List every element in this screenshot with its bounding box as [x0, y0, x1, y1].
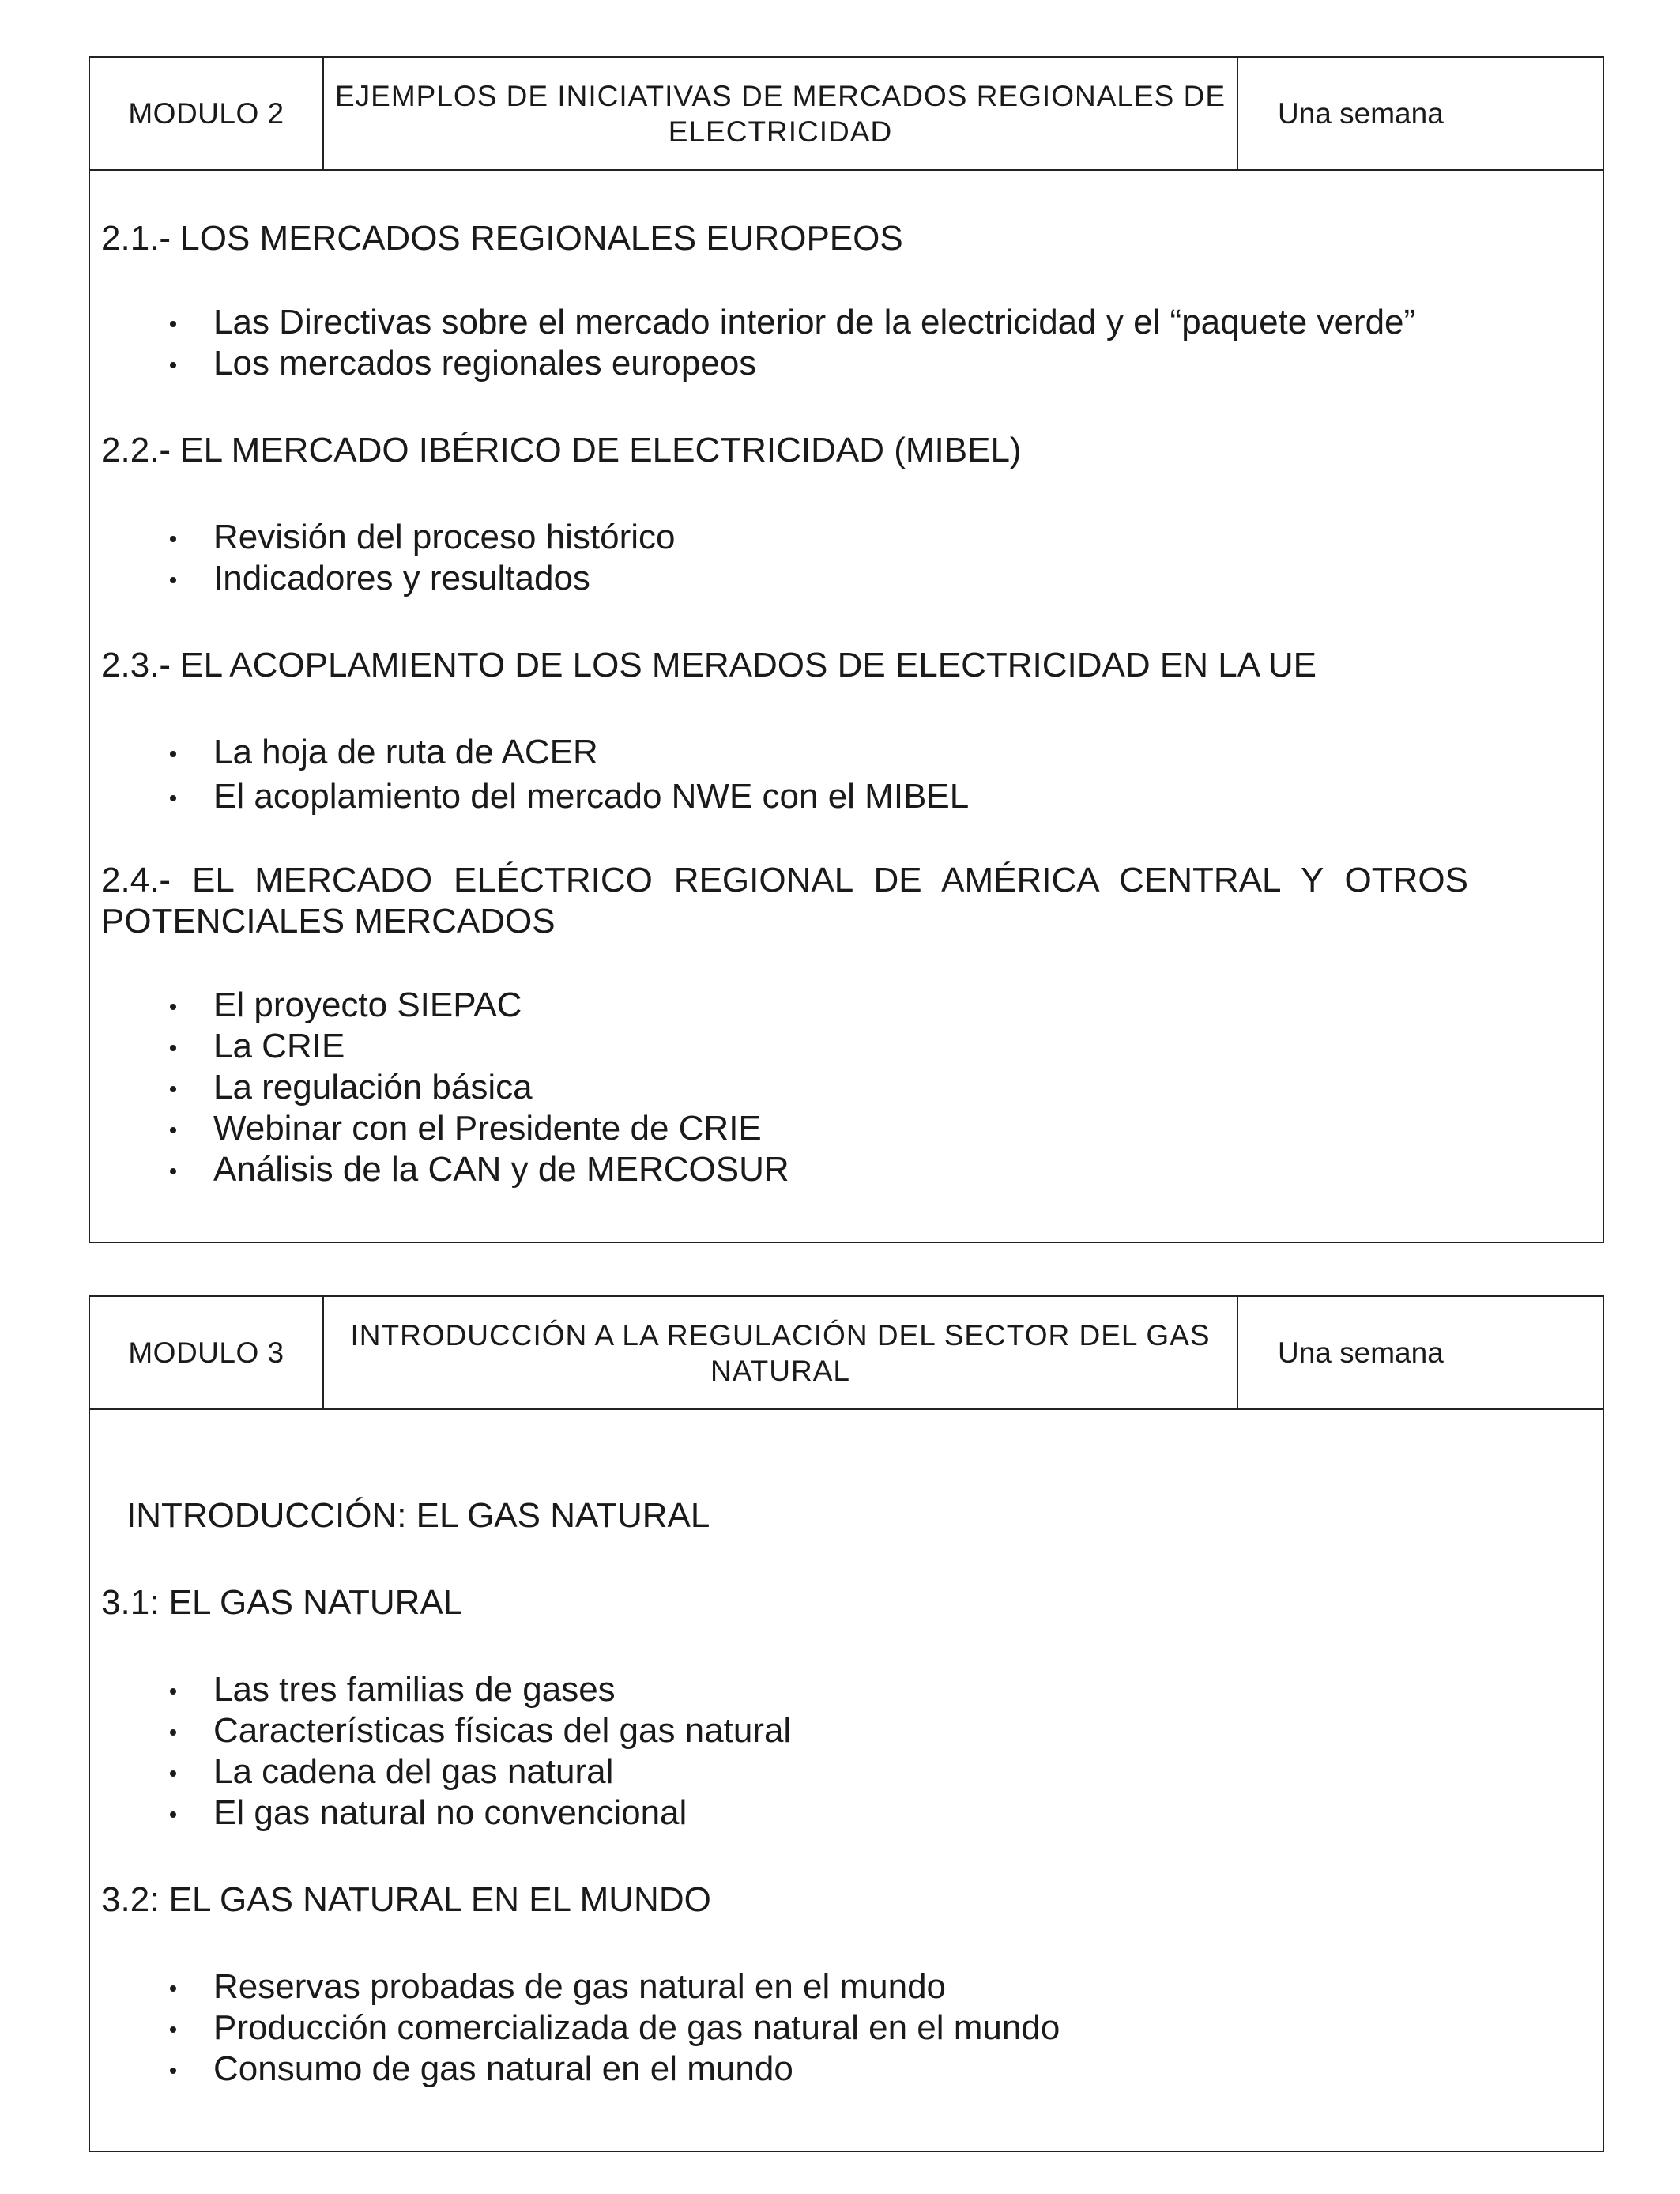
module-header [90, 1297, 1603, 1410]
list-item-text: Consumo de gas natural en el mundo [213, 2049, 793, 2088]
intro-heading: INTRODUCCIÓN: EL GAS NATURAL [126, 1496, 710, 1535]
bullet-icon [170, 1168, 176, 1174]
list-item [101, 1108, 1603, 1149]
section-heading: 3.2: EL GAS NATURAL EN EL MUNDO [101, 1880, 711, 1919]
bullet-icon [170, 795, 176, 801]
module-title: EJEMPLOS DE INICIATIVAS DE MERCADOS REGIONALES DE ELECTRICIDAD [324, 58, 1238, 169]
list-item [101, 1710, 1603, 1751]
list-item-text: Webinar con el Presidente de CRIE [213, 1109, 762, 1148]
bullet-icon [170, 1811, 176, 1818]
section-heading: 2.3.- EL ACOPLAMIENTO DE LOS MERADOS DE ELECTRICIDAD EN LA UE [101, 646, 1317, 684]
bullet-icon [170, 1127, 176, 1133]
list-item [101, 302, 1603, 343]
list-item-text: Las Directivas sobre el mercado interior de la electricidad y el “paquete verde” [213, 303, 1416, 341]
module-id: MODULO 2 [90, 58, 324, 169]
module-body [90, 218, 1603, 1190]
section-heading: 2.2.- EL MERCADO IBÉRICO DE ELECTRICIDAD (MIBEL) [101, 431, 1022, 469]
list-item-text: Producción comercializada de gas natural en el mundo [213, 2008, 1060, 2047]
bullet-icon [170, 751, 176, 757]
module-3-table [89, 1295, 1604, 2152]
bullet-list [101, 302, 1603, 384]
list-item-text: La cadena del gas natural [213, 1752, 614, 1791]
list-item-text: Revisión del proceso histórico [213, 518, 676, 556]
list-item [101, 343, 1603, 384]
list-item-text: El acoplamiento del mercado NWE con el MIBEL [213, 777, 970, 816]
bullet-icon [170, 577, 176, 583]
bullet-icon [170, 1688, 176, 1695]
bullet-icon [170, 1004, 176, 1010]
list-item [101, 2007, 1603, 2049]
bullet-icon [170, 1770, 176, 1777]
list-item [101, 1966, 1603, 2007]
list-item [101, 1751, 1603, 1793]
section-heading: 3.1: EL GAS NATURAL [101, 1583, 463, 1622]
list-item [101, 517, 1603, 558]
list-item-text: El proyecto SIEPAC [213, 986, 522, 1024]
bullet-list [101, 517, 1603, 599]
list-item-text: Las tres familias de gases [213, 1670, 616, 1709]
list-item-text: La CRIE [213, 1027, 345, 1065]
bullet-list [101, 1669, 1603, 1834]
list-item [101, 985, 1603, 1026]
module-body [90, 1495, 1603, 2090]
list-item-text: Características físicas del gas natural [213, 1711, 792, 1750]
list-item-text: El gas natural no convencional [213, 1793, 687, 1832]
bullet-list [101, 1966, 1603, 2090]
list-item [101, 558, 1603, 599]
bullet-icon [170, 1045, 176, 1051]
bullet-icon [170, 362, 176, 368]
bullet-list [101, 985, 1603, 1190]
section-heading: 2.1.- LOS MERCADOS REGIONALES EUROPEOS [101, 219, 903, 258]
list-item-text: La regulación básica [213, 1068, 533, 1106]
bullet-icon [170, 1729, 176, 1736]
bullet-icon [170, 1086, 176, 1092]
module-duration: Una semana [1278, 96, 1444, 130]
list-item [101, 1793, 1603, 1834]
module-header [90, 58, 1603, 171]
module-id: MODULO 3 [90, 1297, 324, 1408]
list-item-text: La hoja de ruta de ACER [213, 733, 598, 771]
bullet-icon [170, 321, 176, 327]
bullet-list [101, 732, 1603, 817]
module-2-table [89, 56, 1604, 1243]
list-item-text: Reservas probadas de gas natural en el mundo [213, 1967, 947, 2006]
list-item-text: Análisis de la CAN y de MERCOSUR [213, 1150, 789, 1189]
list-item [101, 776, 1603, 817]
module-duration: Una semana [1278, 1336, 1444, 1369]
list-item [101, 1026, 1603, 1067]
section-heading: 2.4.- EL MERCADO ELÉCTRICO REGIONAL DE AMÉRICA CENTRAL Y OTROS POTENCIALES MERCADOS [101, 861, 1468, 941]
list-item-text: Indicadores y resultados [213, 559, 590, 598]
bullet-icon [170, 1985, 176, 1992]
bullet-icon [170, 2026, 176, 2033]
list-item [101, 2049, 1603, 2090]
list-item [101, 732, 1603, 773]
module-title: INTRODUCCIÓN A LA REGULACIÓN DEL SECTOR DEL GAS NATURAL [324, 1297, 1238, 1408]
list-item [101, 1149, 1603, 1190]
bullet-icon [170, 536, 176, 542]
list-item [101, 1067, 1603, 1108]
bullet-icon [170, 2068, 176, 2074]
list-item [101, 1669, 1603, 1710]
list-item-text: Los mercados regionales europeos [213, 344, 757, 383]
